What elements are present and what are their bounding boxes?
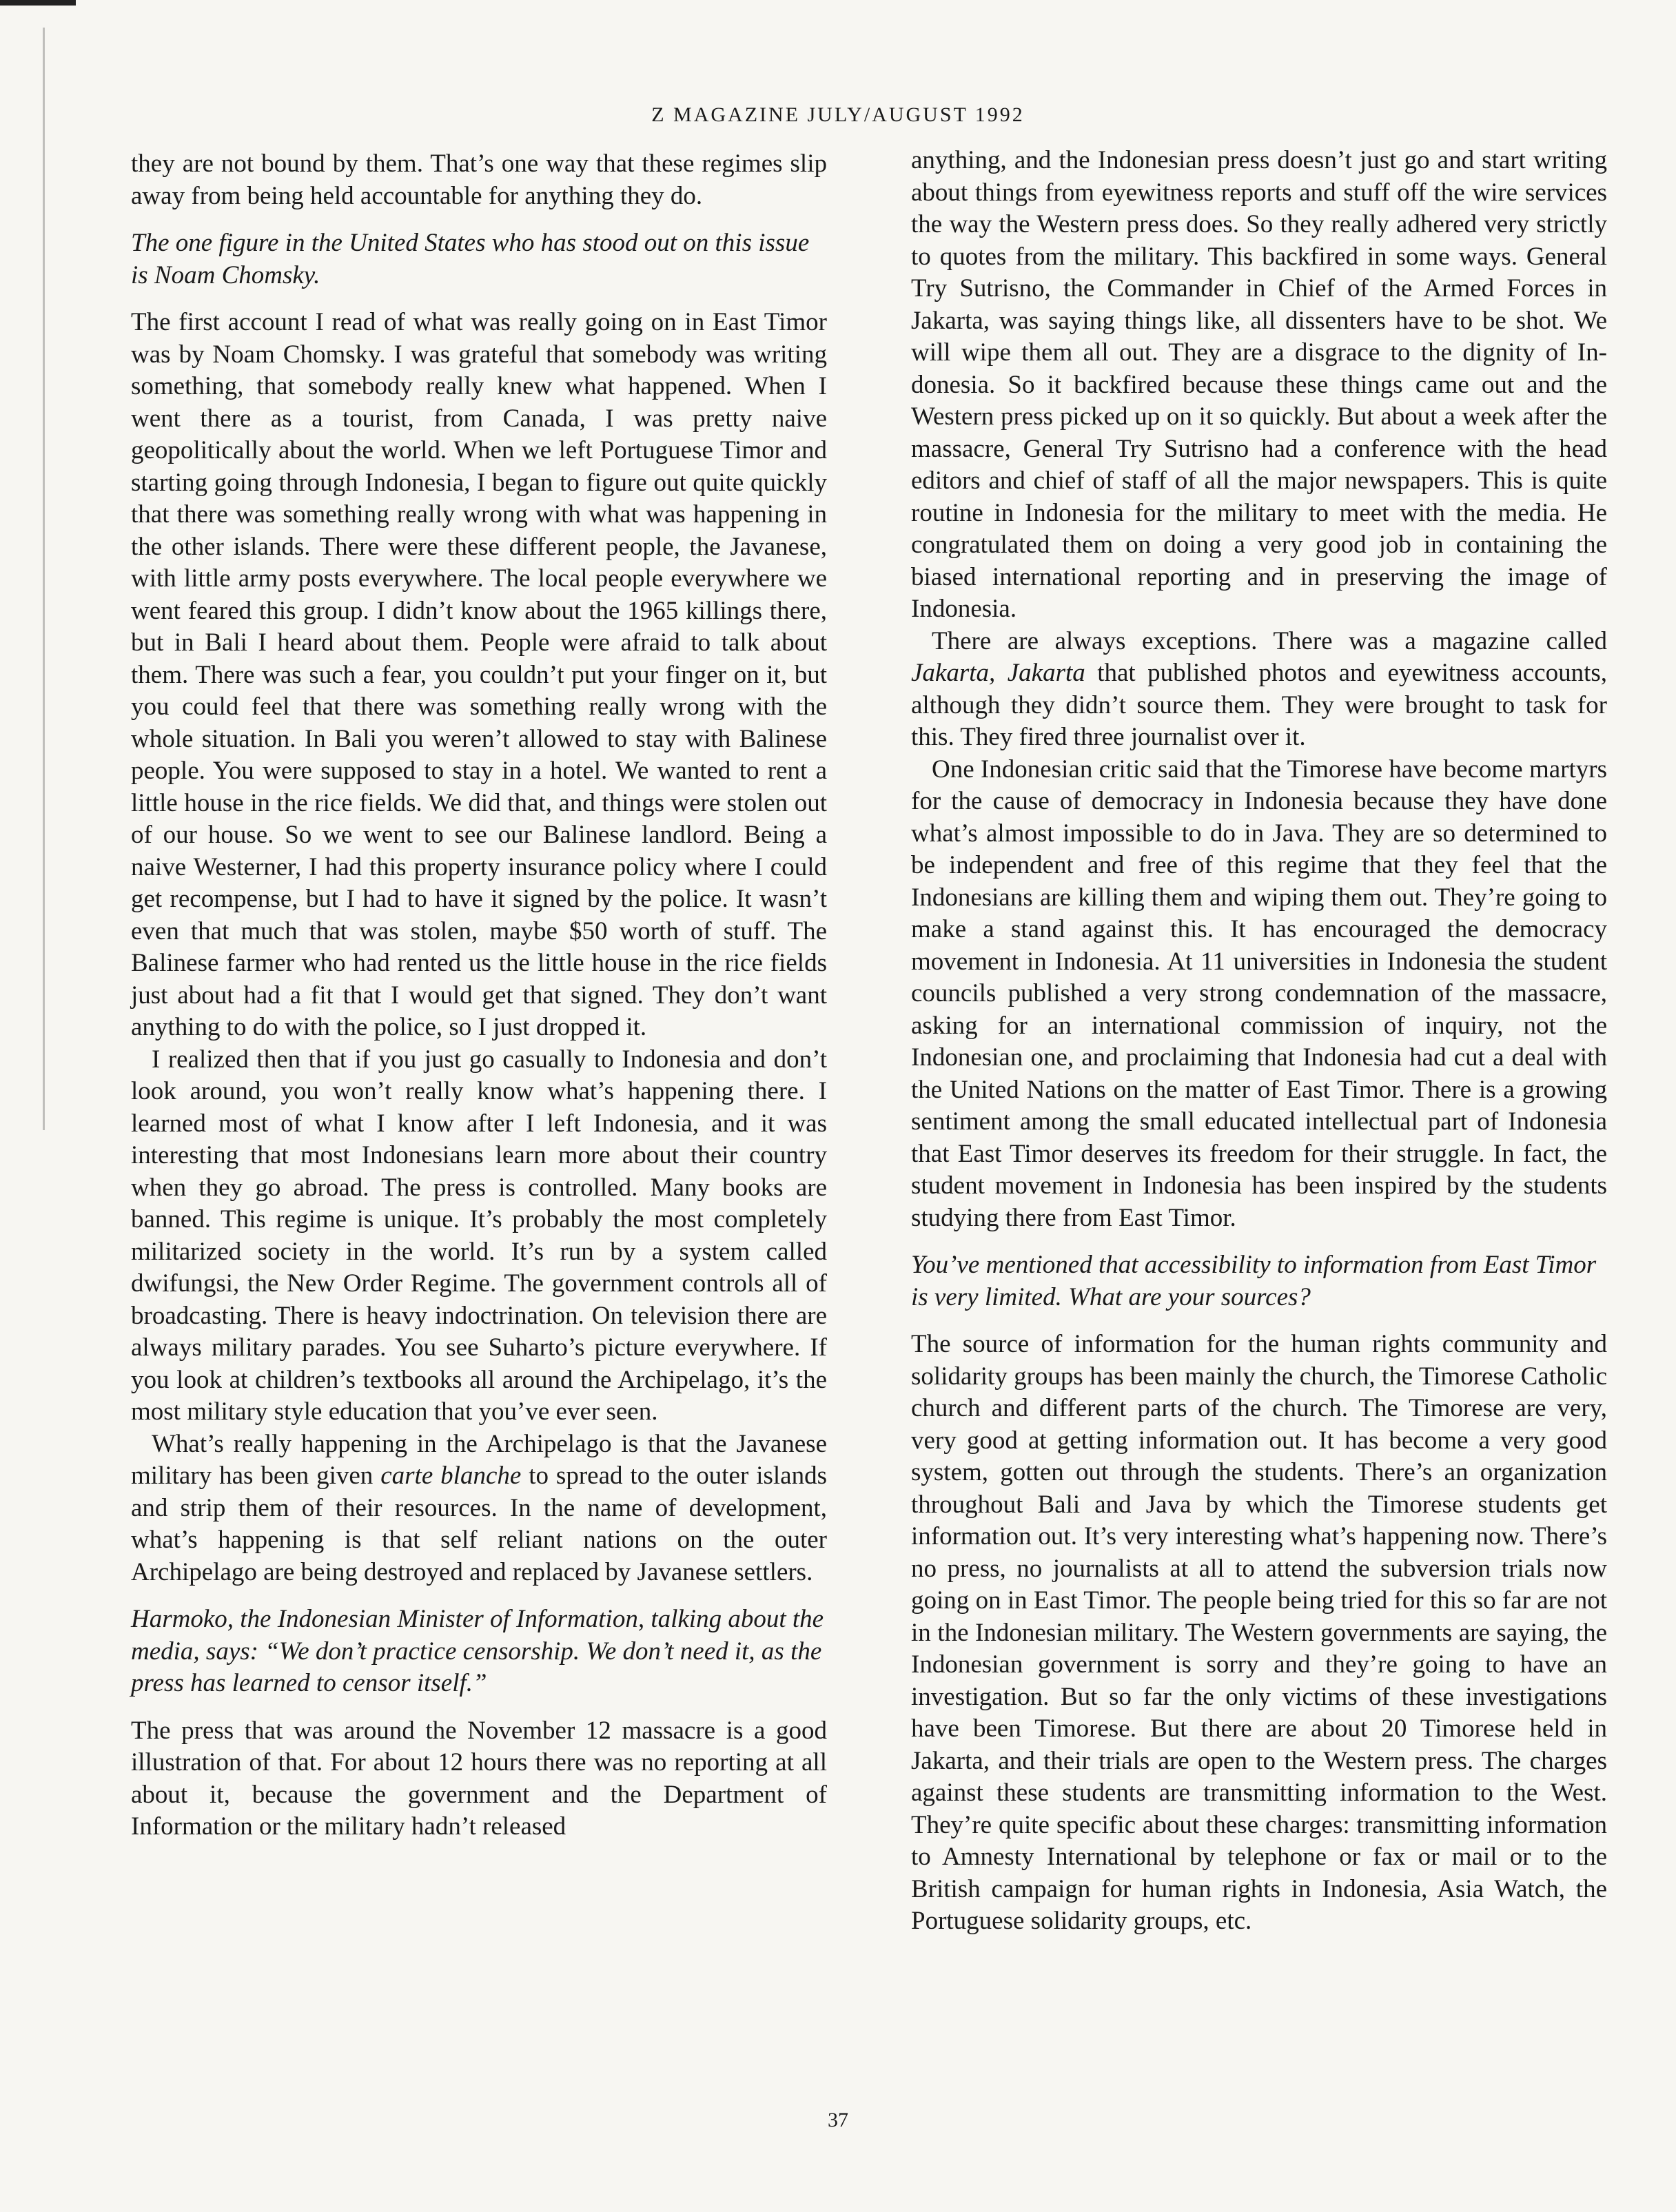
italic-term: carte blanche (380, 1462, 522, 1490)
running-header: Z MAGAZINE JULY/AUGUST 1992 (651, 103, 1025, 126)
text-run: that published photos and eyewitness accounts, although they didn’t source them. They were brought to task for this. They fired three journalist over it. (911, 659, 1608, 751)
paragraph: they are not bound by them. That’s one way that these regimes slip away from being held accountable for anything they do. (131, 150, 827, 210)
interview-question: You’ve mentioned that accessibility to information from East Timor is very limited. What are your sources? (911, 1251, 1597, 1311)
paragraph (911, 626, 1607, 754)
interview-question: The one figure in the United States who has stood out on this issue is Noam Chomsky. (131, 229, 810, 289)
paragraph: The press that was around the November 12 massacre is a good illustration of that. For about 12 hours there was no reporting at all about it, because the government and the Department of Information or the military hadn’t released (131, 1716, 827, 1841)
scan-mark-top (0, 0, 76, 6)
italic-title: Jakarta, Jakarta (911, 659, 1085, 687)
paragraph: anything, and the Indonesian press doesn’t just go and start writing about things from eyewitness reports and stuff off the wire services the way the Western press does. So they really adhered very strictly to quotes from the military. This backfired in some ways. General Try Sutrisno, the Commander in Chief of the Armed Forces in Jakarta, was saying things like, all dissenters have to be shot. We will wipe them all out. They are a disgrace to the dignity of Indonesia. So it backfired because these things came out and the Western press picked up on it so quickly. But about a week after the massacre, General Try Sutrisno had a conference with the head editors and chief of staff of all the major newspapers. This is quite routine in Indonesia for the military to meet with the media. He congratulated them on doing a very good job in containing the biased international reporting and in preserving the image of Indonesia. (911, 146, 1607, 623)
paragraph: One Indonesian critic said that the Timorese have become martyrs for the cause of democracy in Indonesia because they have done what’s almost impossible to do in Java. They are so determined to be independent and free of this regime that they feel that the Indonesians are killing them and wiping them out. They’re going to make a stand against this. It has encouraged the democracy movement in Indonesia. At 11 universities in Indonesia the student councils published a very strong condemnation of the massacre, asking for an international commission of inquiry, not the Indonesian one, and proclaiming that Indonesia had cut a deal with the United Nations on the matter of East Timor. There is a growing sentiment among the small educated intellectual part of Indonesia that East Timor deserves its freedom for their struggle. In fact, the student movement in Indonesia has been inspired by the students studying there from East Timor. (911, 755, 1607, 1232)
text-run: There are always exceptions. There was a magazine called (932, 626, 1607, 655)
paragraph: The first account I read of what was really going on in East Timor was by Noam Chomsky. I was grateful that somebody was writing something, that somebody really knew what happened. When I went there as a tourist, from Canada, I was pretty naive geopolitically about the world. When we left Portuguese Timor and starting going through Indonesia, I began to figure out quite quickly that there was something really wrong with what was happening in the other islands. There were these different people, the Javanese, with little army posts everywhere. The local people everywhere we went feared this group. I didn’t know about the 1965 killings there, but in Bali I heard about them. People were afraid to talk about them. There was such a fear, you couldn’t put your finger on it, but you could feel that there was something really wrong with the whole situation. In Bali you weren’t allowed to stay with Balinese people. You were supposed to stay in a hotel. We wanted to rent a little house in the rice fields. We did that, and things were stolen out of our house. So we went to see our Balinese landlord. Being a naive Westerner, I had this property insurance policy where I could get recompense, but I had to have it signed by the police. It wasn’t even that much that was stolen, maybe $50 worth of stuff. The Balinese farmer who had rented us the little house in the rice fields just about had a fit that I would get that signed. They don’t want anything to do with the police, so I just dropped it. (131, 308, 827, 1041)
page-number: 37 (828, 2109, 848, 2131)
text-run: to spread to the outer islands and strip them of their resources. In the name of development, what’s happening is that self reliant nations on the outer Archipelago are being destroyed and replaced by Javanese settlers. (131, 1462, 827, 1586)
paragraph: I realized then that if you just go casually to Indonesia and don’t look around, you won’t really know what’s happening there. I learned most of what I know after I left Indonesia, and it was interesting that most Indonesians learn more about their country when they go abroad. The press is controlled. Many books are banned. This regime is unique. It’s probably the most completely militarized society in the world. It’s run by a system called dwifungsi, the New Order Regime. The government controls all of broadcasting. There is heavy indoctrination. On television there are always military parades. You see Suharto’s picture everywhere. If you look at children’s textbooks all around the Archipelago, it’s the most military style education that you’ve ever seen. (131, 1045, 827, 1426)
right-column (911, 145, 1607, 1938)
interview-question: Harmoko, the Indonesian Minister of Information, talking about the media, says: “We don’t practice censorship. We don’t need it, as the press has learned to censor itself.” (131, 1605, 824, 1697)
text-run: What’s really happening in the Archipelago is that the Javanese military has been given (131, 1429, 827, 1490)
paragraph (131, 1428, 827, 1589)
left-column (131, 148, 827, 1843)
paragraph: The source of information for the human rights community and solidarity groups has been mainly the church, the Timorese Catholic church and different parts of the church. The Timorese are very, very good at getting information out. It has become a very good system, gotten out through the students. There’s an organization throughout Bali and Java by which the Timorese students get information out. It’s very interesting what’s happening now. There’s no press, no journalists at all to attend the subversion trials now going on in East Timor. The people being tried for this so far are not in the Indonesian military. The Western governments are saying, the Indonesian government is sorry and they’re going to have an investigation. But so far the only victims of these investigations have been Timorese. But there are about 20 Timorese held in Jakarta, and their trials are open to the Western press. The charges against these students are transmitting information to the West. They’re quite specific about these charges: transmitting information to Amnesty International by telephone or fax or mail or to the British campaign for human rights in Indonesia, Asia Watch, the Portuguese solidarity groups, etc. (911, 1330, 1607, 1935)
scan-mark-margin (43, 28, 45, 1130)
